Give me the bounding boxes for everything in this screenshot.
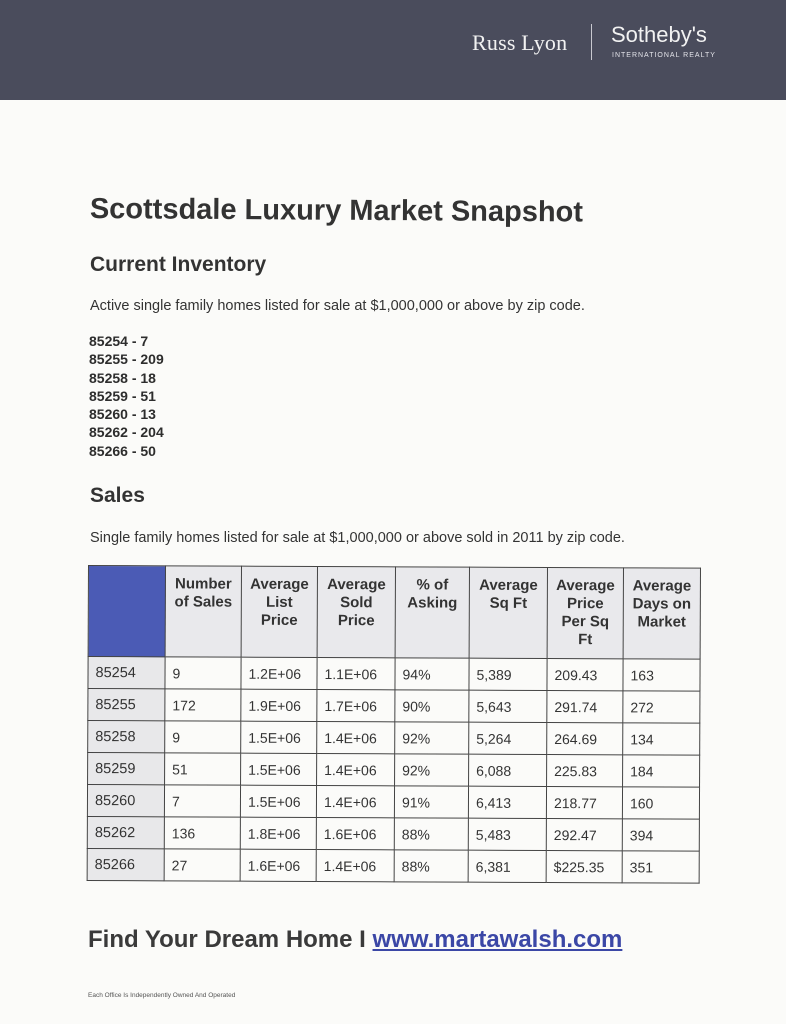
table-cell: 1.5E+06 — [240, 785, 316, 817]
table-cell: 272 — [623, 691, 700, 723]
table-cell: 5,389 — [469, 658, 547, 690]
inventory-heading: Current Inventory — [90, 253, 267, 276]
table-row — [88, 657, 700, 692]
table-cell: 6,413 — [468, 786, 546, 818]
column-header: Average Days on Market — [623, 568, 700, 659]
table-cell: 92% — [395, 754, 469, 786]
table-cell: 1.2E+06 — [241, 657, 317, 689]
table-cell: 225.83 — [547, 755, 623, 787]
table-cell: 218.77 — [546, 787, 622, 819]
table-row — [87, 848, 699, 883]
footer-disclaimer: Each Office Is Independently Owned And Operated — [88, 992, 236, 999]
zip-cell: 85255 — [88, 689, 165, 721]
table-cell: 91% — [394, 786, 468, 818]
inventory-item: 85262 - 204 — [89, 424, 164, 441]
table-cell: 6,381 — [468, 850, 546, 882]
table-cell: 160 — [622, 787, 699, 819]
table-cell: 1.5E+06 — [241, 721, 317, 753]
table-cell: 394 — [622, 819, 699, 851]
table-row — [87, 785, 699, 820]
column-header: Average Sq Ft — [469, 567, 547, 658]
table-cell: 7 — [164, 785, 240, 817]
inventory-description: Active single family homes listed for sale at $1,000,000 or above by zip code. — [90, 298, 585, 314]
brand-sothebys-logo: Sotheby's — [611, 22, 707, 47]
footer-cta — [88, 926, 622, 954]
column-header: Number of Sales — [165, 566, 241, 657]
table-cell: $225.35 — [546, 851, 622, 883]
table-row — [88, 689, 700, 724]
table-cell: 9 — [165, 657, 241, 689]
table-cell: 1.5E+06 — [241, 753, 317, 785]
table-cell: 51 — [165, 753, 241, 785]
inventory-item: 85254 - 7 — [89, 333, 149, 349]
table-cell: 9 — [165, 721, 241, 753]
brand-sothebys-subtitle: INTERNATIONAL REALTY — [612, 52, 716, 59]
table-cell: 134 — [623, 723, 700, 755]
table-cell: 92% — [395, 722, 469, 754]
zip-cell: 85259 — [88, 753, 165, 785]
table-row — [88, 753, 700, 788]
column-header: % of Asking — [395, 567, 469, 658]
table-row — [88, 721, 700, 756]
sales-description: Single family homes listed for sale at $1,000,000 or above sold in 2011 by zip code. — [90, 530, 625, 546]
table-cell: 351 — [622, 851, 699, 883]
website-link[interactable]: www.martawalsh.com — [372, 926, 623, 953]
table-corner-cell — [88, 566, 165, 657]
table-cell: 1.4E+06 — [317, 721, 395, 753]
table-cell: 1.4E+06 — [316, 849, 394, 881]
table-cell: 264.69 — [547, 723, 623, 755]
table-cell: 94% — [395, 658, 469, 690]
footer-separator: I — [359, 926, 366, 953]
table-cell: 1.6E+06 — [316, 817, 394, 849]
table-cell: 5,264 — [469, 722, 547, 754]
table-cell: 136 — [164, 817, 240, 849]
inventory-item: 85260 - 13 — [89, 406, 156, 423]
column-header: Average List Price — [241, 566, 317, 657]
inventory-item: 85255 - 209 — [89, 351, 164, 368]
inventory-item: 85266 - 50 — [89, 442, 156, 459]
zip-cell: 85262 — [87, 816, 164, 848]
table-cell: 5,483 — [468, 818, 546, 850]
zip-cell: 85260 — [87, 785, 164, 817]
table-cell: 6,088 — [469, 754, 547, 786]
table-cell: 163 — [623, 659, 700, 691]
table-cell: 1.7E+06 — [317, 690, 395, 722]
footer-cta-text: Find Your Dream Home — [88, 926, 353, 953]
table-cell: 209.43 — [547, 659, 623, 691]
table-cell: 88% — [394, 818, 468, 850]
sales-heading: Sales — [90, 484, 145, 507]
zip-cell: 85254 — [88, 657, 165, 689]
table-cell: 291.74 — [547, 691, 623, 723]
brand-russ-lyon-logo: Russ Lyon — [472, 30, 568, 55]
table-cell: 1.8E+06 — [240, 817, 316, 849]
table-cell: 27 — [164, 849, 240, 881]
zip-cell: 85258 — [88, 721, 165, 753]
table-cell: 1.1E+06 — [317, 658, 395, 690]
sales-table — [87, 565, 701, 884]
inventory-item: 85258 - 18 — [89, 369, 156, 386]
table-cell: 1.4E+06 — [317, 753, 395, 785]
inventory-item: 85259 - 51 — [89, 387, 156, 404]
page-title: Scottsdale Luxury Market Snapshot — [89, 193, 584, 229]
table-cell: 5,643 — [469, 690, 547, 722]
table-cell: 90% — [395, 690, 469, 722]
table-cell: 292.47 — [546, 819, 622, 851]
brand-divider — [591, 24, 592, 60]
table-cell: 88% — [394, 850, 468, 882]
column-header: Average Price Per Sq Ft — [547, 568, 623, 659]
table-header-row — [88, 566, 700, 660]
table-cell: 1.4E+06 — [316, 785, 394, 817]
zip-cell: 85266 — [87, 848, 164, 880]
table-cell: 1.9E+06 — [241, 689, 317, 721]
inventory-list — [89, 332, 164, 460]
table-row — [87, 816, 699, 851]
table-cell: 1.6E+06 — [240, 849, 316, 881]
column-header: Average Sold Price — [317, 567, 395, 658]
table-cell: 184 — [623, 755, 700, 787]
table-cell: 172 — [165, 689, 241, 721]
header-band — [0, 0, 786, 100]
